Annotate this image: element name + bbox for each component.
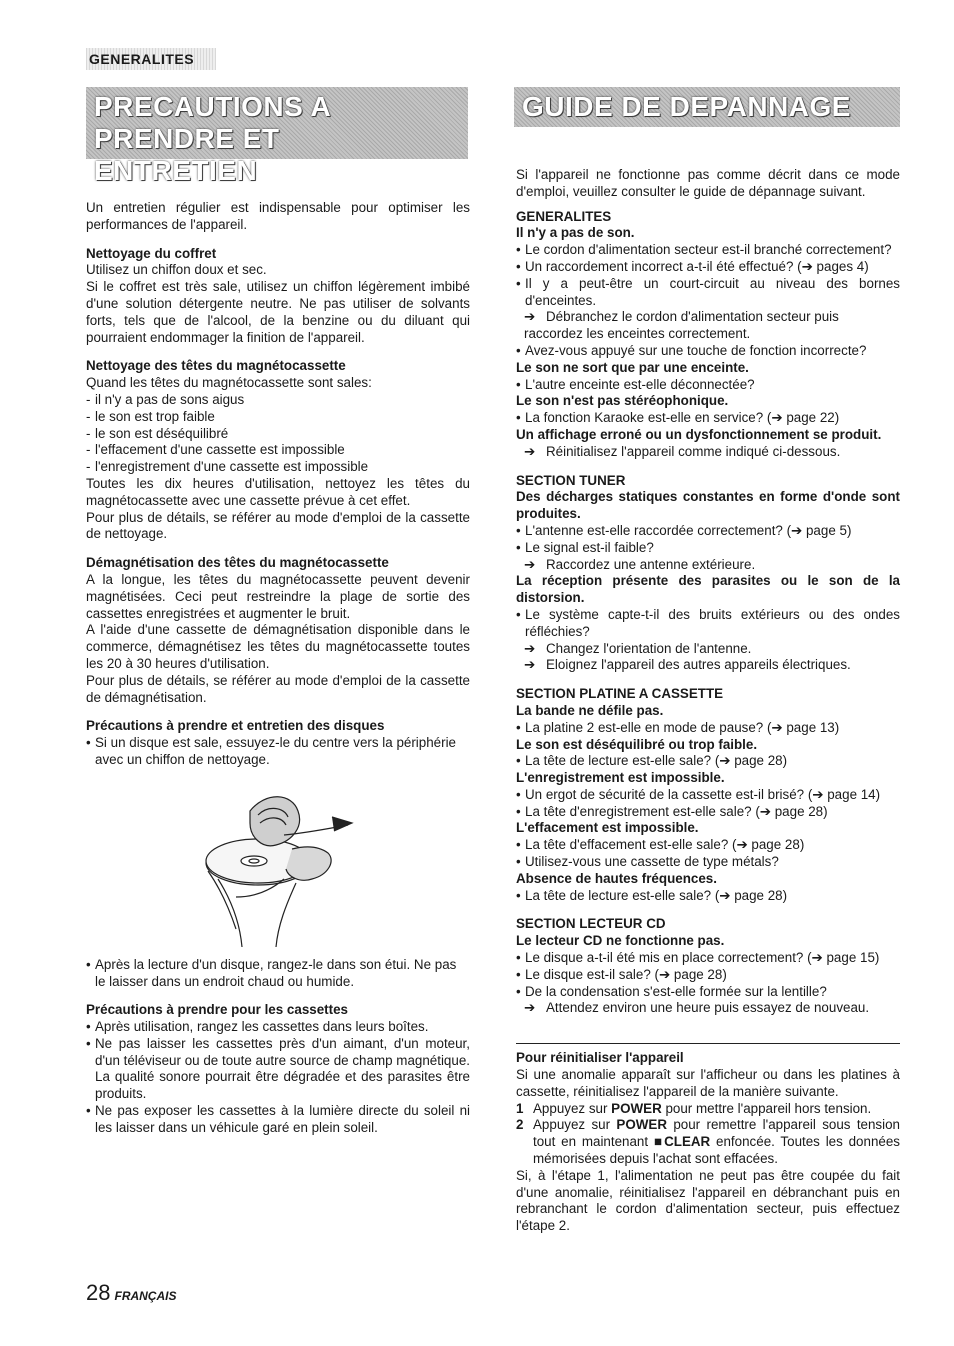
tuner-q2-remedy-1 <box>516 641 900 658</box>
list-item: - l'enregistrement d'une cassette est impossible <box>86 459 470 476</box>
list-item: • Ne pas exposer les cassettes à la lumière directe du soleil ni les laisser dans un véhicule garé en plein soleil. <box>86 1103 470 1137</box>
platine-title: SECTION PLATINE A CASSETTE <box>516 686 724 702</box>
left-column <box>86 200 470 1137</box>
reset-outro: Si, à l'étape 1, l'alimentation ne peut pas être coupée du fait d'une anomalie, réinitialisez l'appareil en débranchant puis en rebranchant le cordon d'alimentation secteur, puis effectuez l'étape 2. <box>516 1167 900 1234</box>
platine-q1-list <box>516 720 900 737</box>
platine-q3: L'enregistrement est impossible. <box>516 770 725 786</box>
page-number: 28 <box>86 1280 111 1305</box>
reset-steps <box>516 1101 900 1168</box>
tuner-q1-remedy <box>516 557 900 574</box>
list-item: • La tête d'enregistrement est-elle sale? (➔ page 28) <box>516 804 900 821</box>
demag-p2: A l'aide d'une cassette de démagnétisation disponible dans le commerce, démagnétisez les têtes du magnétocassette toutes les 20 à 30 heures d'utilisation. <box>86 622 470 671</box>
page-footer <box>86 1280 176 1306</box>
list-item: • Ne pas laisser les cassettes près d'un aimant, d'un moteur, d'un téléviseur ou de toute autre source de champ magnétique. La qualité sonore pourrait être dégradée et des parasites être produits. <box>86 1036 470 1103</box>
step-text: enfoncée. Toutes les données mémorisées depuis l'achat sont effacées. <box>533 1134 900 1167</box>
coffret-title: Nettoyage du coffret <box>86 245 217 261</box>
gen-q1-list <box>516 242 900 309</box>
left-banner-line1: PRECAUTIONS A PRENDRE ET <box>94 91 331 154</box>
platine-q5: Absence de hautes fréquences. <box>516 870 717 886</box>
step-number: 1 <box>516 1100 524 1116</box>
right-column <box>516 167 900 1235</box>
tuner-title: SECTION TUNER <box>516 472 626 488</box>
left-intro: Un entretien régulier est indispensable pour optimiser les performances de l'appareil. <box>86 200 470 232</box>
section-label: GENERALITES <box>86 48 216 70</box>
remedy-text: Raccordez une antenne extérieure. <box>546 556 756 572</box>
tuner-q2: La réception présente des parasites ou le son de la distorsion. <box>516 573 900 606</box>
disques-title: Précautions à prendre et entretien des disques <box>86 718 385 734</box>
cassettes-title: Précautions à prendre pour les cassettes <box>86 1002 348 1018</box>
cd-q1: Le lecteur CD ne fonctionne pas. <box>516 933 725 949</box>
list-item: • Le disque est-il sale? (➔ page 28) <box>516 967 900 984</box>
arrow-icon: ➔ <box>524 657 536 673</box>
arrow-icon: ➔ <box>524 443 536 459</box>
list-item: • Le cordon d'alimentation secteur est-il branché correctement? <box>516 242 900 259</box>
demag-p1: A la longue, les têtes du magnétocassette peuvent devenir magnétisées. Ceci peut restreindre la plage de sortie des cassettes enregistrées et augmenter le bruit. <box>86 571 470 621</box>
cd-remedy <box>516 1000 900 1017</box>
list-item: • Si un disque est sale, essuyez-le du centre vers la périphérie avec un chiffon de nettoyage. <box>86 735 470 769</box>
list-item: • Après utilisation, rangez les cassettes dans leurs boîtes. <box>86 1019 470 1036</box>
platine-q5-list <box>516 888 900 905</box>
arrow-icon: ➔ <box>524 309 536 325</box>
arrow-icon: ➔ <box>524 640 536 656</box>
list-item: • Un raccordement incorrect a-t-il été effectué? (➔ pages 4) <box>516 259 900 276</box>
list-item: • Le système capte-t-il des bruits extérieurs ou des ondes réfléchies? <box>516 607 900 641</box>
right-banner-title: GUIDE DE DEPANNAGE <box>522 91 851 122</box>
list-item: • Un ergot de sécurité de la cassette est-il brisé? (➔ page 14) <box>516 787 900 804</box>
tuner-q1-list <box>516 523 900 557</box>
tetes-list <box>86 392 470 476</box>
reset-step-1 <box>516 1101 900 1118</box>
reset-step-2 <box>516 1117 900 1167</box>
list-item: • La platine 2 est-elle en mode de pause? (➔ page 13) <box>516 720 900 737</box>
tuner-q2-remedy-2 <box>516 657 900 674</box>
list-item: • De la condensation s'est-elle formée sur la lentille? <box>516 984 900 1001</box>
step-text: pour mettre l'appareil hors tension. <box>661 1100 872 1116</box>
tuner-q2-list <box>516 607 900 641</box>
gen-q4: Un affichage erroné ou un dysfonctionnement se produit. <box>516 426 882 442</box>
arrow-icon: ➔ <box>524 556 536 572</box>
list-item: • Le disque a-t-il été mis en place correctement? (➔ page 15) <box>516 950 900 967</box>
gen-q1: Il n'y a pas de son. <box>516 225 635 241</box>
list-item: • Après la lecture d'un disque, rangez-le dans son étui. Ne pas le laisser dans un endroit chaud ou humide. <box>86 957 470 991</box>
list-item: • Il y a peut-être un court-circuit au niveau des bornes d'enceintes. <box>516 276 900 310</box>
list-item: • Avez-vous appuyé sur une touche de fonction incorrecte? <box>516 343 900 360</box>
gen-q2: Le son ne sort que par une enceinte. <box>516 359 749 375</box>
gen-q3: Le son n'est pas stéréophonique. <box>516 393 729 409</box>
footer-language: FRANÇAIS <box>114 1289 177 1303</box>
list-item: • L'antenne est-elle raccordée correctement? (➔ page 5) <box>516 523 900 540</box>
gen-q4-remedy <box>516 444 900 461</box>
platine-q4: L'effacement est impossible. <box>516 820 699 836</box>
remedy-text: Attendez environ une heure puis essayez de nouveau. <box>546 1000 870 1016</box>
list-item: - le son est trop faible <box>86 409 470 426</box>
reset-intro: Si une anomalie apparaît sur l'afficheur ou dans les platines à cassette, réinitialisez l'appareil de la manière suivante. <box>516 1067 900 1099</box>
tuner-q1: Des décharges statiques constantes en forme d'onde sont produites. <box>516 489 900 522</box>
gen-q1-remedy <box>516 309 900 343</box>
remedy-text: Eloignez l'appareil des autres appareils électriques. <box>546 657 851 673</box>
remedy-text: Changez l'orientation de l'antenne. <box>546 640 752 656</box>
tetes-intro: Quand les têtes du magnétocassette sont sales: <box>86 375 372 391</box>
arrow-icon: ➔ <box>524 1000 536 1016</box>
list-item: - l'effacement d'une cassette est impossible <box>86 442 470 459</box>
list-item: • La fonction Karaoke est-elle en service? (➔ page 22) <box>516 410 900 427</box>
demag-title: Démagnétisation des têtes du magnétocassette <box>86 555 389 571</box>
list-item: - il n'y a pas de sons aigus <box>86 392 470 409</box>
cd-title: SECTION LECTEUR CD <box>516 916 666 932</box>
platine-q2: Le son est déséquilibré ou trop faible. <box>516 736 758 752</box>
gen-q2-list <box>516 377 900 394</box>
list-item: • La tête d'effacement est-elle sale? (➔ page 28) <box>516 837 900 854</box>
power-key: POWER <box>611 1100 662 1116</box>
demag-p3: Pour plus de détails, se référer au mode d'emploi de la cassette de démagnétisation. <box>86 672 470 705</box>
right-banner <box>514 87 900 127</box>
step-text: Appuyez sur <box>533 1117 617 1133</box>
gen-q3-list <box>516 410 900 427</box>
left-banner <box>86 87 468 186</box>
list-item: • La tête de lecture est-elle sale? (➔ page 28) <box>516 753 900 770</box>
tetes-p2: Pour plus de détails, se référer au mode d'emploi de la cassette de nettoyage. <box>86 509 470 542</box>
list-item: • Le signal est-il faible? <box>516 540 900 557</box>
coffret-p2: Si le coffret est très sale, utilisez un chiffon légèrement imbibé d'une solution détergente neutre. Ne pas utiliser de solvants forts, tels que de l'alcool, de la benzine ou du diluant qui pourraient endommager la finition de l'appareil. <box>86 279 470 345</box>
list-item: • L'autre enceinte est-elle déconnectée? <box>516 377 900 394</box>
right-intro: Si l'appareil ne fonctionne pas comme décrit dans ce mode d'emploi, veuillez consulter le guide de dépannage suivant. <box>516 167 900 199</box>
clear-key: ■CLEAR <box>653 1134 711 1150</box>
remedy-text: Réinitialisez l'appareil comme indiqué ci-dessous. <box>546 443 841 459</box>
left-banner-line2: ENTRETIEN <box>94 155 258 186</box>
tetes-title: Nettoyage des têtes du magnétocassette <box>86 358 346 374</box>
platine-q2-list <box>516 753 900 770</box>
cd-list <box>516 950 900 1000</box>
coffret-p1: Utilisez un chiffon doux et sec. <box>86 262 267 278</box>
disques-list-2 <box>86 957 470 991</box>
step-text: Appuyez sur <box>533 1100 612 1116</box>
gen-title: GENERALITES <box>516 208 612 224</box>
list-item: • Utilisez-vous une cassette de type métals? <box>516 854 900 871</box>
list-item: • La tête de lecture est-elle sale? (➔ page 28) <box>516 888 900 905</box>
step-number: 2 <box>516 1117 524 1133</box>
reset-divider <box>516 1043 900 1044</box>
platine-q3-list <box>516 787 900 821</box>
gen-q1-list-2 <box>516 343 900 360</box>
step-text: pour remettre l'appareil sous tension tout en maintenant <box>533 1117 901 1150</box>
disques-list-1 <box>86 735 470 769</box>
disc-cleaning-illustration <box>196 779 366 949</box>
cassettes-list <box>86 1019 470 1137</box>
list-item: - le son est déséquilibré <box>86 426 470 443</box>
reset-title: Pour réinitialiser l'appareil <box>516 1050 684 1066</box>
platine-q4-list <box>516 837 900 871</box>
remedy-text: Débranchez le cordon d'alimentation secteur puis raccordez les enceintes correctement. <box>524 309 839 342</box>
power-key: POWER <box>616 1117 667 1133</box>
platine-q1: La bande ne défile pas. <box>516 702 664 718</box>
tetes-p1: Toutes les dix heures d'utilisation, nettoyez les têtes du magnétocassette avec une cassette prévue à cet effet. <box>86 475 470 508</box>
